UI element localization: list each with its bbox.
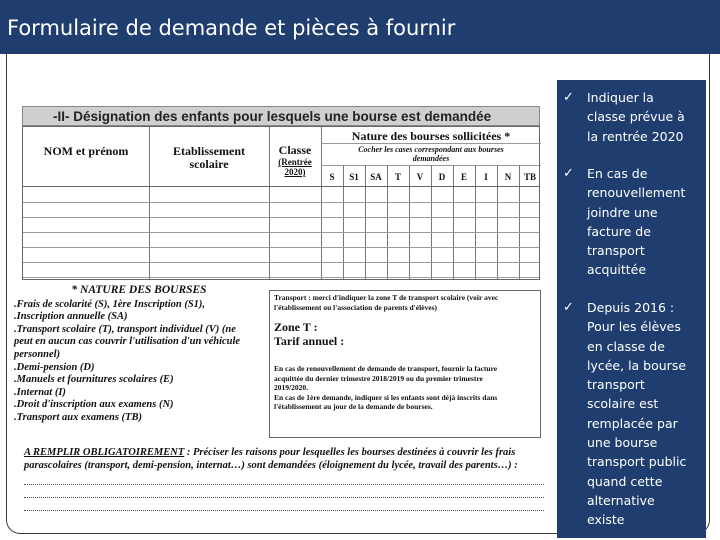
a-remplir-text: A REMPLIR OBLIGATOIREMENT : Préciser les raisons pour lesquelles les bourses destinées à couvrir les frais parascolaires (transport, demi-pension, internat…) sont demandées (éloignement du lycée, travail des parents…) : bbox=[24, 447, 518, 471]
bullet-line: transport bbox=[587, 243, 645, 259]
bullet-line: transport public bbox=[587, 454, 687, 470]
info-panel bbox=[557, 80, 706, 538]
bourse-code-n: N bbox=[504, 172, 512, 182]
bullet-line: quand cette bbox=[587, 473, 663, 489]
checkmark-icon: ✓ bbox=[563, 300, 574, 315]
bullet-line: lycée, la bourse bbox=[587, 357, 687, 373]
bullet-line: la rentrée 2020 bbox=[587, 128, 684, 144]
bourse-code-d: D bbox=[438, 172, 446, 182]
bullet-line: transport bbox=[587, 377, 645, 393]
table-row[interactable] bbox=[23, 262, 539, 263]
nature-item: personnel) bbox=[14, 348, 61, 360]
nature-item: peut en aucun cas couvrir l'utilisation d'un véhicule bbox=[14, 336, 241, 348]
bourse-code-s: S bbox=[329, 172, 335, 182]
nature-item: .Transport scolaire (T), transport individuel (V) (ne bbox=[14, 323, 236, 335]
bullet-line: Depuis 2016 : bbox=[587, 300, 675, 315]
bullet-line: renouvellement bbox=[587, 185, 686, 201]
header-nature-sub: Cocher les cases correspondant aux bourses demandées bbox=[358, 145, 504, 163]
bourse-code-tb: TB bbox=[523, 172, 536, 182]
zone-t-label: Zone T : bbox=[274, 320, 318, 334]
bullet-line: Pour les élèves bbox=[587, 319, 681, 335]
bullet-line: scolaire est bbox=[587, 396, 659, 412]
bourse-code-e: E bbox=[460, 172, 467, 182]
bourse-code-s1: S1 bbox=[349, 172, 359, 182]
nature-item: .Internat (I) bbox=[14, 386, 66, 398]
tarif-label: Tarif annuel : bbox=[274, 334, 345, 348]
form-section-title: -II- Désignation des enfants pour lesquels une bourse est demandée bbox=[53, 109, 492, 124]
bullet-line: Indiquer la bbox=[587, 90, 654, 105]
checkmark-icon: ✓ bbox=[563, 90, 574, 105]
bullet-renouvellement bbox=[563, 164, 699, 280]
bullet-line: alternative bbox=[587, 492, 655, 508]
header-school: Etablissement scolaire bbox=[173, 144, 245, 171]
bullet-line: une bourse bbox=[587, 435, 658, 451]
table-row[interactable] bbox=[23, 277, 539, 278]
bullet-line: acquittée bbox=[587, 262, 647, 278]
nature-item: .Manuels et fournitures scolaires (E) bbox=[14, 374, 174, 386]
bullet-line: joindre une bbox=[587, 204, 658, 220]
bullet-classe bbox=[563, 88, 699, 146]
table-row[interactable] bbox=[23, 232, 539, 233]
nature-item: .Demi-pension (D) bbox=[14, 361, 95, 373]
transport-box: Transport : merci d'indiquer la zone T de transport scolaire (voir avec l'établissement ou l'association de parents d'élèves) Zone T : Tarif annuel : En cas de renouvellement de demande de transport, fournir la facture acquittée du dernier trimestre 2018/2019 ou du premier trimestre 2019/2020. En cas de 1ère demande, indiquer si les enfants sont déjà inscrits dans l'établissement au jour de la demande de bourses. bbox=[269, 290, 541, 438]
header-classe: Classe (Rentrée 2020) bbox=[278, 143, 312, 177]
bourse-code-v: V bbox=[416, 172, 424, 182]
title-bar bbox=[0, 0, 720, 54]
nature-item: .Inscription annuelle (SA) bbox=[14, 311, 128, 323]
bourse-code-i: I bbox=[484, 172, 488, 182]
nature-item: .Droit d'inscription aux examens (N) bbox=[14, 399, 174, 411]
scanned-form bbox=[14, 106, 549, 516]
slide-title: Formulaire de demande et pièces à fournir bbox=[7, 16, 456, 40]
table-row[interactable] bbox=[23, 217, 539, 218]
bullet-line: remplacée par bbox=[587, 415, 678, 431]
bullet-line: en classe de bbox=[587, 338, 665, 354]
header-nature: Nature des bourses sollicitées * bbox=[351, 129, 511, 143]
nature-item: .Frais de scolarité (S), 1ère Inscription (S1), bbox=[14, 298, 206, 310]
children-table bbox=[22, 126, 540, 280]
bullet-line: En cas de bbox=[587, 166, 648, 181]
form-section-header bbox=[22, 106, 540, 126]
bullet-line: classe prévue à bbox=[587, 109, 685, 125]
nature-item: .Transport aux examens (TB) bbox=[14, 411, 142, 423]
bourse-code-t: T bbox=[394, 172, 401, 182]
bullet-depuis-2016 bbox=[563, 298, 699, 530]
table-row[interactable] bbox=[23, 247, 539, 248]
table-row[interactable] bbox=[23, 202, 539, 203]
checkmark-icon: ✓ bbox=[563, 166, 574, 181]
bullet-line: facture de bbox=[587, 223, 651, 239]
bourse-code-sa: SA bbox=[370, 172, 382, 182]
header-name: NOM et prénom bbox=[43, 144, 129, 158]
nature-des-bourses: * NATURE DES BOURSES .Frais de scolarité (S), 1ère Inscription (S1), .Inscription annuelle (SA) .Transport scolaire (T), transport individuel (V) (ne peut en aucun cas couvrir l'utilisation d'un véhicule personnel) .Demi-pension (D) .Manuels et fournitures scolaires (E) .Internat (I) .Droit d'inscription aux examens (N) .Transport aux examens (TB) bbox=[14, 284, 264, 424]
bullet-line: existe bbox=[587, 512, 625, 528]
